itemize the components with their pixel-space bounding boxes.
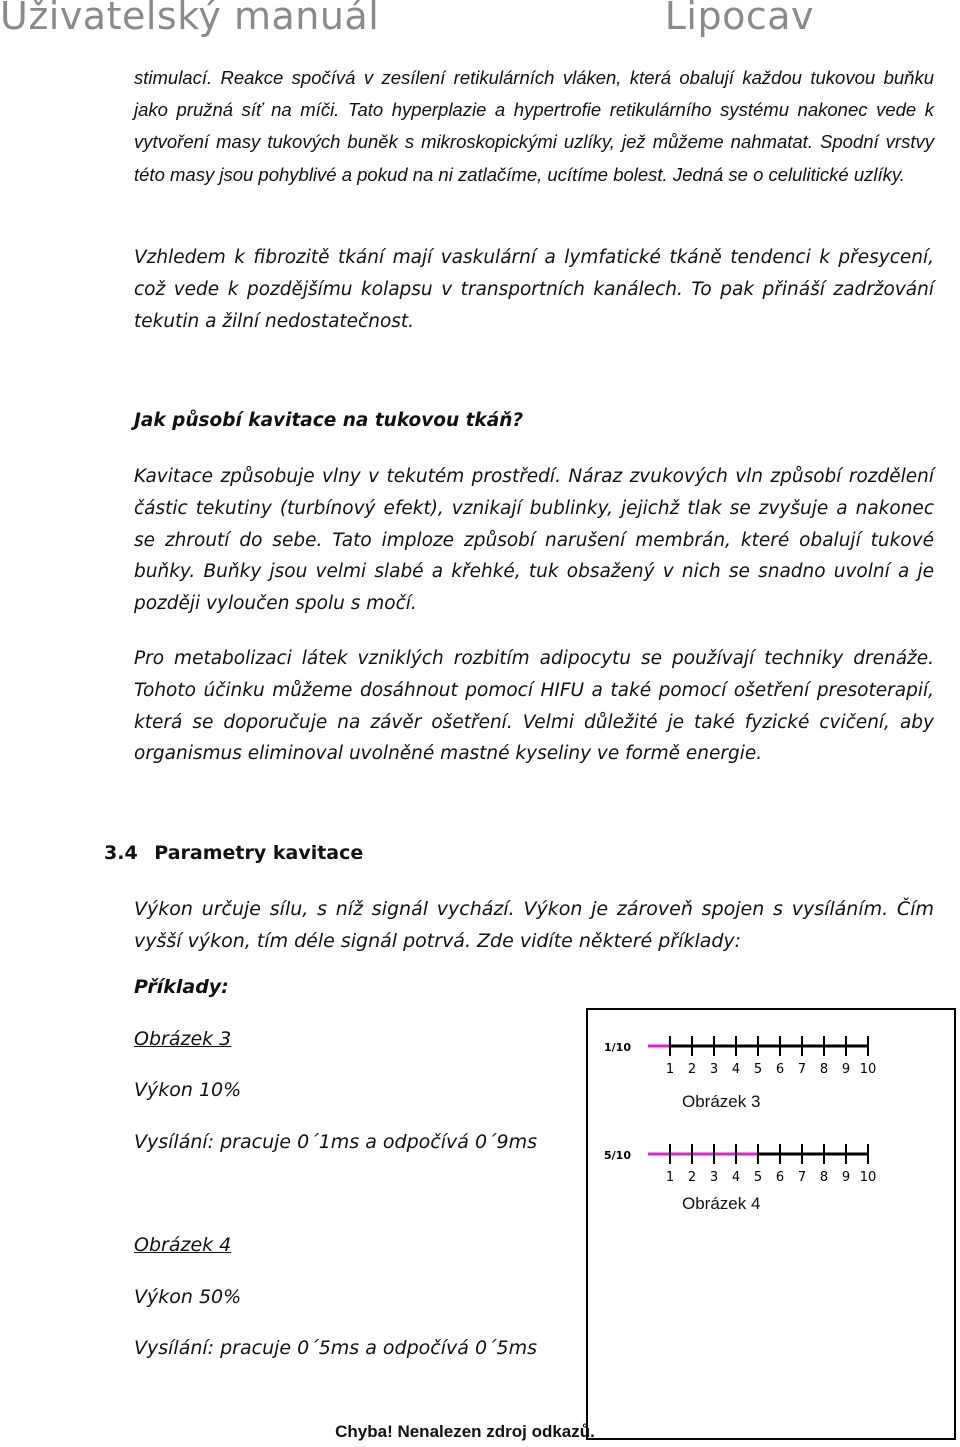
scale-tick-label: 7 — [797, 1170, 807, 1185]
figure-box — [586, 1008, 956, 1440]
scale-tick-label: 2 — [687, 1062, 697, 1077]
paragraph-cavitation: Kavitace způsobuje vlny v tekutém prostředí. Náraz zvukových vln způsobí rozdělení částic tekutiny (turbínový efekt), vznikají bublinky, jejichž tlak se zvyšuje a nakonec se zhroutí do sebe. Tato imploze způsobí narušení membrán, které obalují tukové buňky. Buňky jsou velmi slabé a křehké, tuk obsažený v nich se snadno uvolní a je později vyloučen spolu s močí. — [134, 466, 934, 615]
scale-tick-label: 9 — [841, 1170, 851, 1185]
figure-4-caption: Obrázek 4 — [682, 1194, 761, 1213]
scale-label: 5/10 — [604, 1149, 631, 1162]
scale-tick-label: 4 — [731, 1170, 741, 1185]
scale-tick-label: 3 — [709, 1170, 719, 1185]
subheading-cavitation: Jak působí kavitace na tukovou tkáň? — [134, 410, 524, 431]
section-number: 3.4 — [104, 842, 138, 864]
example-3-title: Obrázek 3 — [134, 1028, 232, 1050]
duty-cycle-figure — [588, 1010, 954, 1438]
example-4-power: Výkon 50% — [134, 1286, 242, 1308]
scale-tick-label: 9 — [841, 1062, 851, 1077]
scale-tick-label: 5 — [753, 1062, 763, 1077]
paragraph-fibrosis: Vzhledem k fibrozitě tkání mají vaskulární a lymfatické tkáně tendenci k přesycení, což vede k pozdějšímu kolapsu v transportních kanálech. To pak přináší zadržování tekutin a žilní nedostatečnost. — [134, 247, 934, 333]
example-3-emission: Vysílání: pracuje 0´1ms a odpočívá 0´9ms — [134, 1131, 538, 1153]
scale-tick-label: 8 — [819, 1170, 829, 1185]
figure-3-caption: Obrázek 3 — [682, 1092, 761, 1111]
example-4-emission: Vysílání: pracuje 0´5ms a odpočívá 0´5ms — [134, 1337, 538, 1359]
scale-label: 1/10 — [604, 1041, 631, 1054]
example-3-power: Výkon 10% — [134, 1079, 242, 1101]
scale-tick-label: 8 — [819, 1062, 829, 1077]
examples-label: Příklady: — [134, 976, 229, 998]
section-heading — [104, 842, 363, 864]
scale-tick-label: 1 — [665, 1170, 675, 1185]
scale-tick-label: 1 — [665, 1062, 675, 1077]
header-title: Uživatelský manuál — [0, 0, 380, 38]
example-4-title: Obrázek 4 — [134, 1234, 232, 1256]
section-intro: Výkon určuje sílu, s níž signál vychází. Výkon je zároveň spojen s vysíláním. Čím vyšší výkon, tím déle signál potrvá. Zde vidíte některé příklady: — [134, 898, 934, 952]
scale-tick-label: 6 — [775, 1170, 785, 1185]
section-title: Parametry kavitace — [154, 842, 364, 864]
header-brand: Lipocav — [664, 0, 814, 38]
scale-tick-label: 10 — [859, 1062, 877, 1077]
paragraph-drainage: Pro metabolizaci látek vzniklých rozbitím adipocytu se používají techniky drenáže. Tohoto účinku můžeme dosáhnout pomocí HIFU a také pomocí ošetření presoterapií, která se doporučuje na závěr ošetření. Velmi důležité je také fyzické cvičení, aby organismus eliminoval uvolněné mastné kyseliny ve formě energie. — [134, 648, 934, 765]
scale-tick-label: 6 — [775, 1062, 785, 1077]
paragraph-reticular: stimulací. Reakce spočívá v zesílení retikulárních vláken, která obalují každou tukovou buňku jako pružná síť na míči. Tato hyperplazie a hypertrofie retikulárního systému nakonec vede k vytvoření masy tukových buněk s mikroskopickými uzlíky, jež můžeme nahmatat. Spodní vrstvy této masy jsou pohyblivé a pokud na ni zatlačíme, ucítíme bolest. Jedná se o celulitické uzlíky. — [134, 67, 934, 185]
scale-tick-label: 2 — [687, 1170, 697, 1185]
scale-tick-label: 4 — [731, 1062, 741, 1077]
scale-tick-label: 5 — [753, 1170, 763, 1185]
scale-tick-label: 3 — [709, 1062, 719, 1077]
footer-error: Chyba! Nenalezen zdroj odkazů. — [335, 1422, 595, 1441]
scale-tick-label: 7 — [797, 1062, 807, 1077]
scale-tick-label: 10 — [859, 1170, 877, 1185]
